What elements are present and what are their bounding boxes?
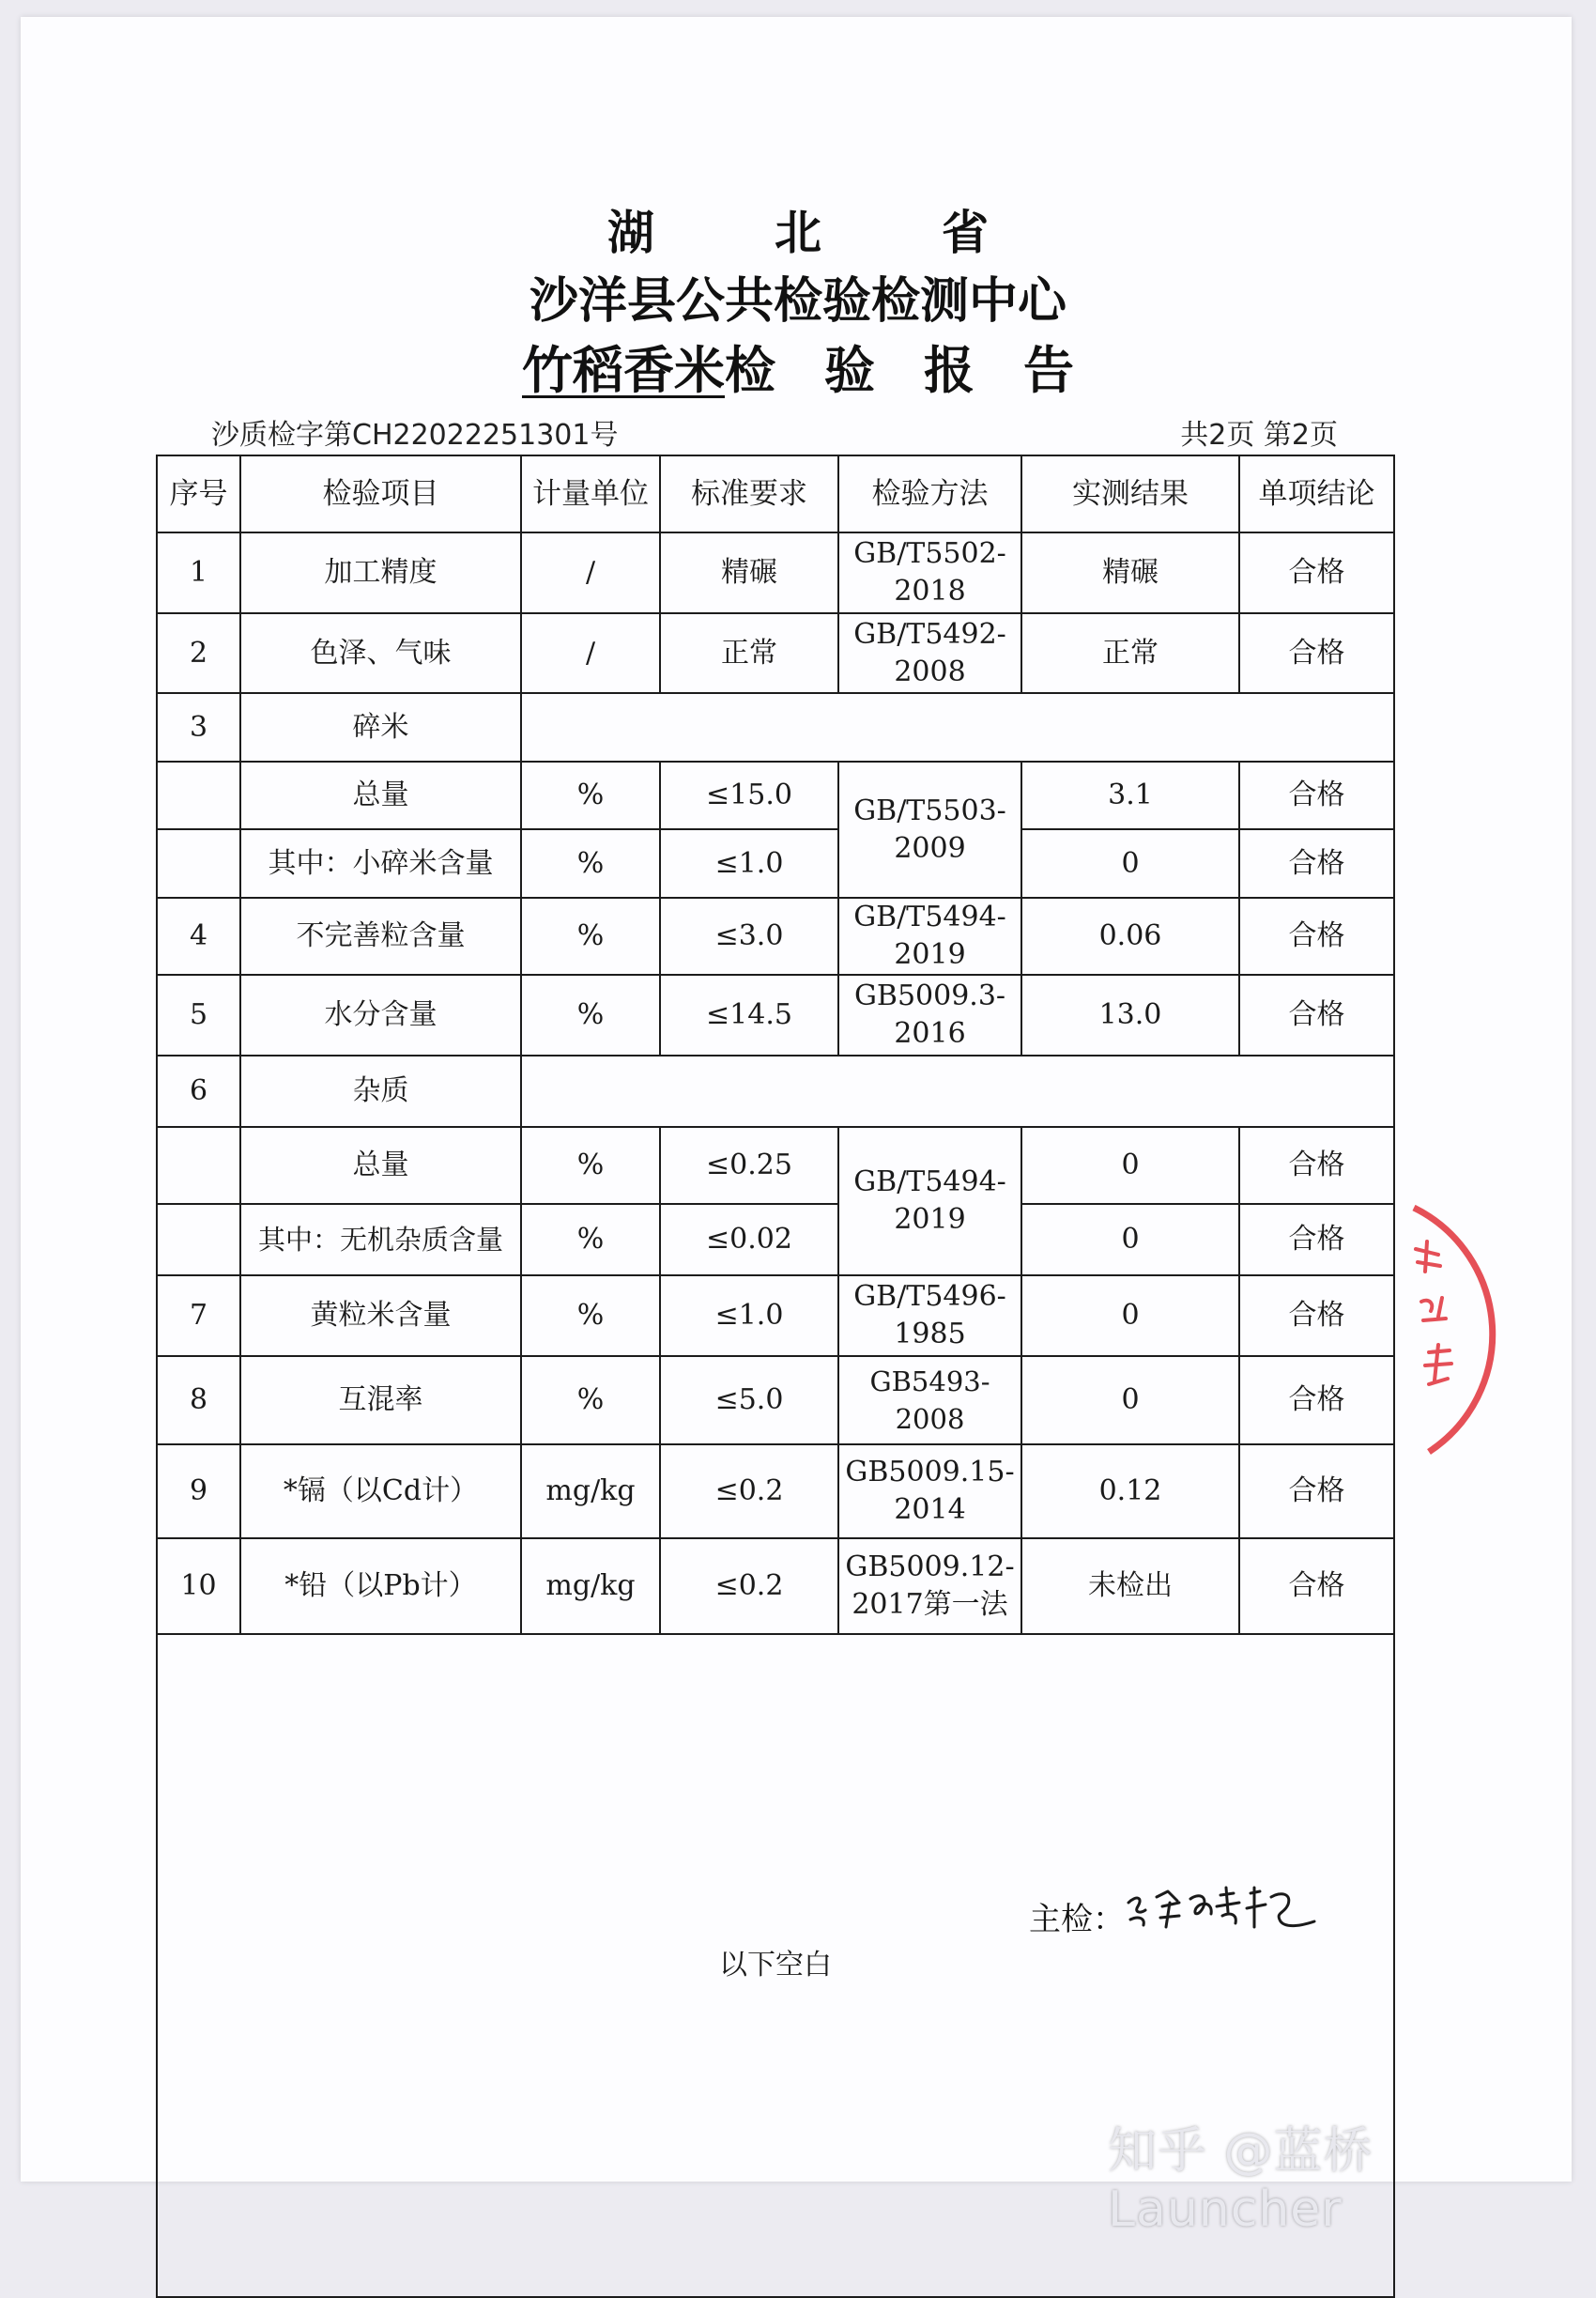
blank-note: 以下空白 xyxy=(157,1634,1394,2297)
page-info: 共2页 第2页 xyxy=(1180,419,1338,452)
table-row: 7 黄粒米含量 % ≤1.0 GB/T5496- 1985 0 合格 xyxy=(157,1275,1394,1356)
table-row: 其中：无机杂质含量 % ≤0.02 0 合格 xyxy=(157,1204,1394,1275)
institution-name: 沙洋县公共检验检测中心 xyxy=(529,273,1067,330)
watermark: 知乎 @蓝桥Launcher xyxy=(1108,2123,1373,2238)
table-row: 总量 % ≤0.25 GB/T5494- 2019 0 合格 xyxy=(157,1127,1394,1204)
table-row: 4 不完善粒含量 % ≤3.0 GB/T5494- 2019 0.06 合格 xyxy=(157,898,1394,975)
table-row: 6 杂质 xyxy=(157,1056,1394,1127)
table-row: 总量 % ≤15.0 GB/T5503- 2009 3.1 合格 xyxy=(157,762,1394,829)
col-header: 检验方法 xyxy=(838,455,1021,532)
report-number: 沙质检字第CH22022251301号 xyxy=(211,419,619,452)
table-row: 9 *镉（以Cd计） mg/kg ≤0.2 GB5009.15- 2014 0.12 合格 xyxy=(157,1444,1394,1538)
table-row: 8 互混率 % ≤5.0 GB5493-2008 0 合格 xyxy=(157,1356,1394,1444)
table-row: 2 色泽、气味 / 正常 GB/T5492- 2008 正常 合格 xyxy=(157,613,1394,693)
signature-image xyxy=(1123,1874,1329,1940)
red-seal xyxy=(1397,1200,1519,1463)
inspection-table xyxy=(156,455,1395,2298)
col-header: 单项结论 xyxy=(1239,455,1394,532)
col-header: 实测结果 xyxy=(1021,455,1239,532)
table-header xyxy=(157,455,1394,532)
table-row: 1 加工精度 / 精碾 GB/T5502- 2018 精碾 合格 xyxy=(157,532,1394,613)
inspector-label: 主检： xyxy=(1029,1901,1125,1938)
table-row: 10 *铅（以Pb计） mg/kg ≤0.2 GB5009.12- 2017第一法 未检出 合格 xyxy=(157,1538,1394,1634)
product-name: 竹稻香米 xyxy=(522,341,725,400)
report-title: 竹稻香米检 验 报 告 xyxy=(522,341,1074,400)
table-row: 3 碎米 xyxy=(157,693,1394,762)
province-heading: 湖 北 省 xyxy=(607,206,989,260)
col-header: 序号 xyxy=(157,455,240,532)
col-header: 计量单位 xyxy=(521,455,660,532)
table-row: 5 水分含量 % ≤14.5 GB5009.3- 2016 13.0 合格 xyxy=(157,975,1394,1056)
col-header: 标准要求 xyxy=(660,455,838,532)
table-row: 其中：小碎米含量 % ≤1.0 0 合格 xyxy=(157,829,1394,898)
col-header: 检验项目 xyxy=(240,455,521,532)
